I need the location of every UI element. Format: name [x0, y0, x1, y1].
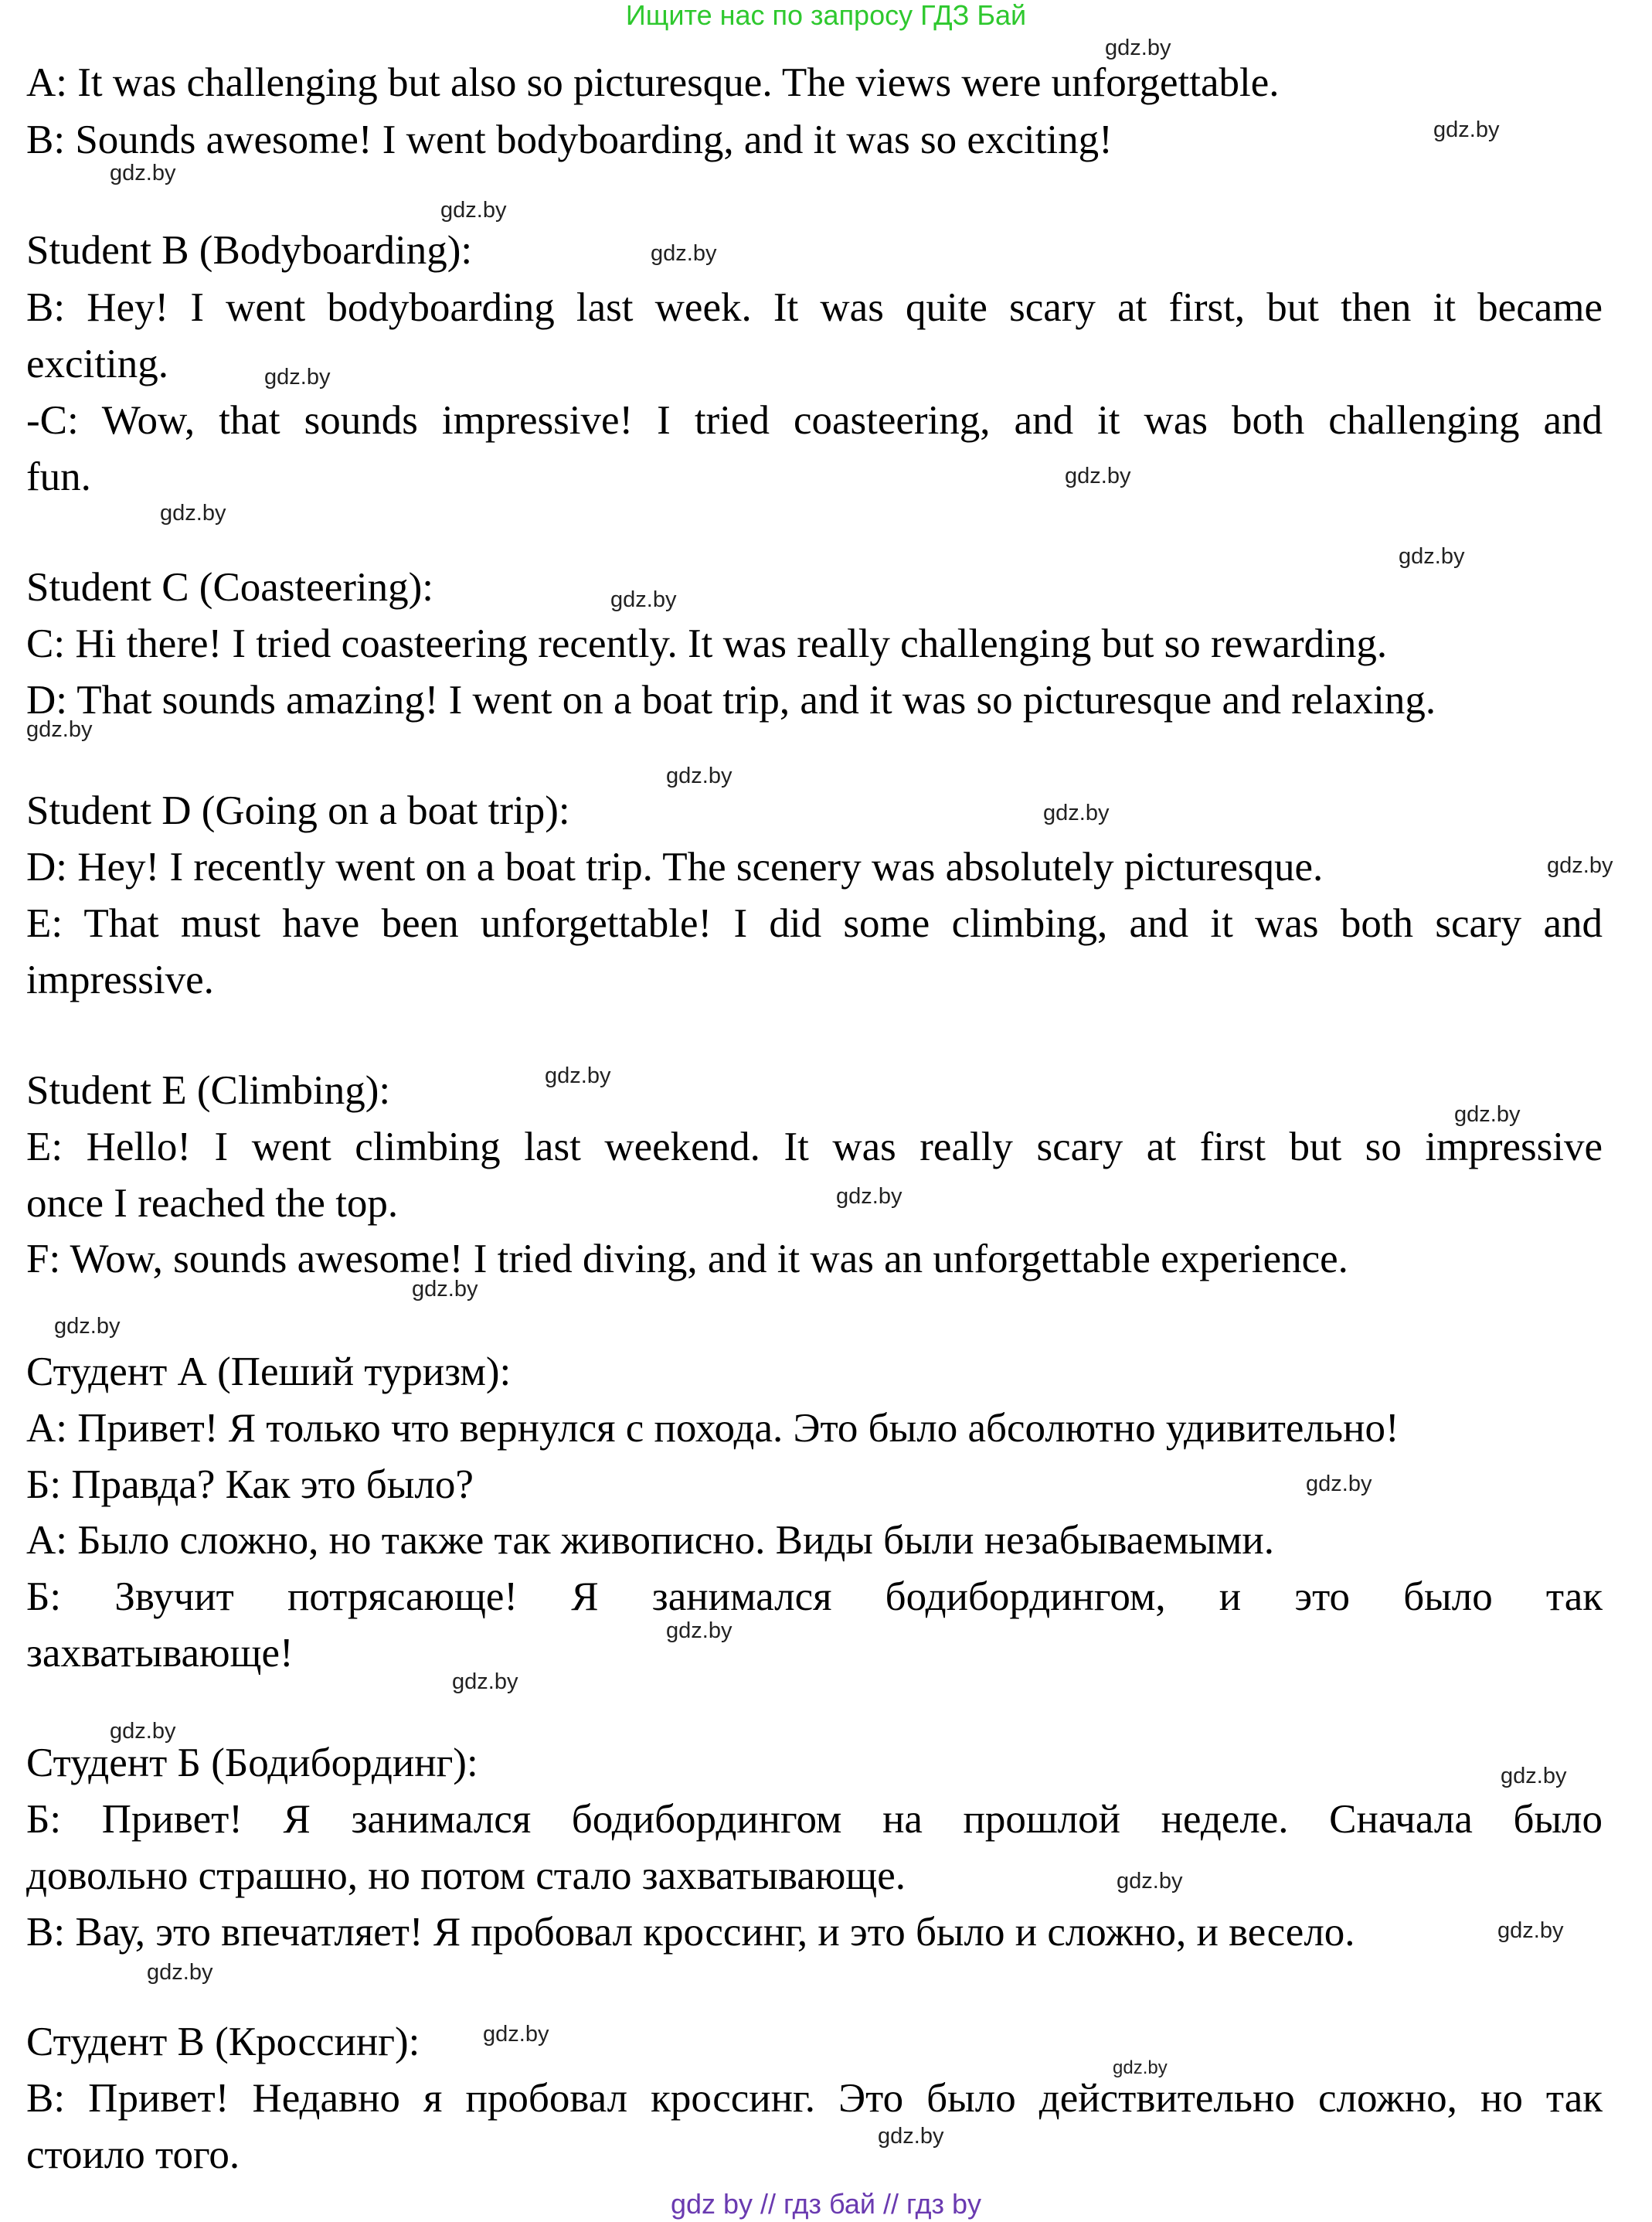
watermark: gdz.by	[1043, 801, 1110, 825]
text-line: impressive.	[26, 958, 214, 1002]
search-promo-header: Ищите нас по запросу ГДЗ Бай	[625, 0, 1027, 31]
text-line: D: Hey! I recently went on a boat trip. The scenery was absolutely picturesque.	[26, 845, 1324, 890]
watermark: gdz.by	[1497, 1918, 1564, 1943]
watermark: gdz.by	[110, 161, 176, 185]
watermark: gdz.by	[610, 587, 677, 612]
text-line: B: Hey! I went bodyboarding last week. It was quite scary at first, but then it became	[26, 285, 1603, 330]
watermark: gdz.by	[651, 241, 717, 266]
watermark: gdz.by	[545, 1063, 611, 1088]
watermark: gdz.by	[1454, 1102, 1521, 1127]
watermark: gdz.by	[1547, 853, 1613, 878]
watermark: gdz.by	[666, 764, 733, 788]
text-line: -C: Wow, that sounds impressive! I tried coasteering, and it was both challenging and	[26, 398, 1603, 443]
watermark: gdz.by	[147, 1960, 213, 1985]
section-heading: Student E (Climbing):	[26, 1068, 391, 1113]
section-heading: Student B (Bodyboarding):	[26, 228, 473, 273]
text-line: Б: Звучит потрясающе! Я занимался бодибордингом, и это было так	[26, 1574, 1603, 1619]
section-heading: Student C (Coasteering):	[26, 565, 433, 610]
watermark: gdz.by	[1065, 464, 1131, 488]
text-line: exciting.	[26, 342, 168, 386]
watermark: gdz.by	[160, 501, 226, 526]
watermark: gdz.by	[666, 1618, 733, 1643]
section-heading: Student D (Going on a boat trip):	[26, 788, 570, 833]
footer-links: gdz by // гдз бай // гдз by	[670, 2188, 982, 2220]
text-line: C: Hi there! I tried coasteering recently. It was really challenging but so rewarding.	[26, 621, 1388, 666]
watermark: gdz.by	[1306, 1472, 1372, 1496]
text-line: довольно страшно, но потом стало захватывающе.	[26, 1853, 906, 1898]
watermark: gdz.by	[110, 1719, 176, 1744]
watermark: gdz.by	[878, 2124, 944, 2149]
text-line: B: Sounds awesome! I went bodyboarding, and it was so exciting!	[26, 117, 1113, 162]
watermark: gdz.by	[483, 2022, 549, 2047]
text-line: А: Привет! Я только что вернулся с похода. Это было абсолютно удивительно!	[26, 1406, 1399, 1451]
section-heading: Студент В (Кроссинг):	[26, 2020, 420, 2064]
watermark: gdz.by	[452, 1669, 518, 1694]
text-line: F: Wow, sounds awesome! I tried diving, and it was an unforgettable experience.	[26, 1237, 1348, 1281]
text-line: В: Вау, это впечатляет! Я пробовал кроссинг, и это было и сложно, и весело.	[26, 1910, 1355, 1955]
text-line: D: That sounds amazing! I went on a boat trip, and it was so picturesque and relaxing.	[26, 678, 1436, 723]
watermark: gdz.by	[1117, 1869, 1183, 1894]
text-line: E: That must have been unforgettable! I did some climbing, and it was both scary and	[26, 901, 1603, 946]
watermark: gdz.by	[1113, 2057, 1168, 2078]
section-heading: Студент А (Пеший туризм):	[26, 1349, 512, 1394]
watermark: gdz.by	[440, 198, 507, 223]
watermark: gdz.by	[1433, 117, 1500, 142]
text-line: E: Hello! I went climbing last weekend. It was really scary at first but so impressive	[26, 1125, 1603, 1169]
text-line: А: Было сложно, но также так живописно. Виды были незабываемыми.	[26, 1518, 1275, 1563]
watermark: gdz.by	[26, 717, 93, 742]
text-line: стоило того.	[26, 2132, 240, 2177]
watermark: gdz.by	[1399, 544, 1465, 569]
text-line: Б: Правда? Как это было?	[26, 1462, 474, 1507]
watermark: gdz.by	[412, 1277, 478, 1302]
text-line: Б: Привет! Я занимался бодибордингом на прошлой неделе. Сначала было	[26, 1797, 1603, 1842]
section-heading: Студент Б (Бодибординг):	[26, 1741, 478, 1785]
watermark: gdz.by	[836, 1184, 902, 1209]
text-line: захватывающе!	[26, 1631, 294, 1676]
watermark: gdz.by	[264, 365, 331, 390]
text-line: once I reached the top.	[26, 1181, 399, 1226]
watermark: gdz.by	[1501, 1764, 1567, 1788]
text-line: В: Привет! Недавно я пробовал кроссинг. Это было действительно сложно, но так	[26, 2076, 1603, 2121]
watermark: gdz.by	[54, 1314, 121, 1339]
text-line: fun.	[26, 454, 91, 499]
watermark: gdz.by	[1105, 36, 1171, 60]
text-line: A: It was challenging but also so picturesque. The views were unforgettable.	[26, 60, 1280, 105]
